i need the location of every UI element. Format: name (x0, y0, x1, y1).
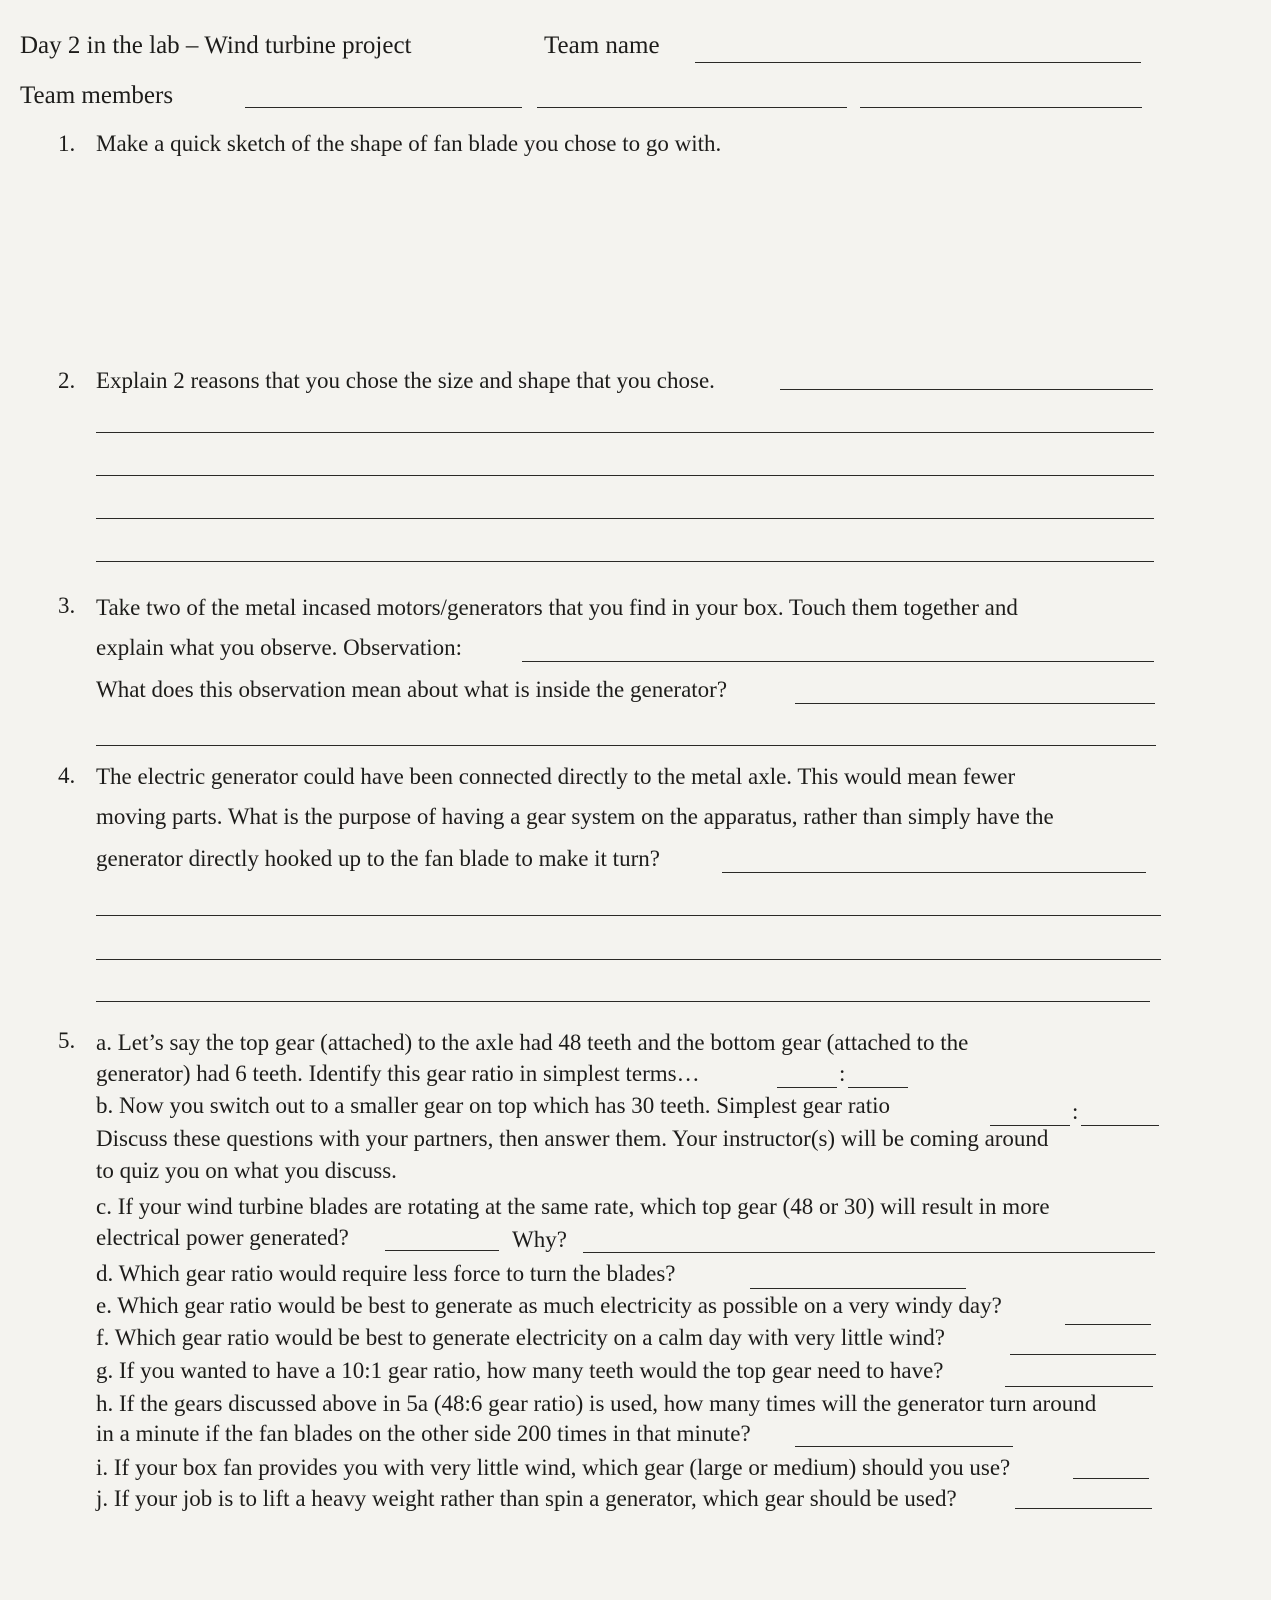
q2-answer-line-1[interactable] (780, 389, 1153, 390)
team-name-blank[interactable] (695, 62, 1141, 63)
q4-answer-line-3[interactable] (96, 959, 1161, 960)
q5c-line-1: c. If your wind turbine blades are rotating at the same rate, which top gear (48 or 30) will result in more (96, 1194, 1050, 1219)
q5g-answer-blank[interactable] (1005, 1386, 1153, 1387)
q5b-ratio-colon: : (1072, 1099, 1079, 1124)
q2-answer-line-5[interactable] (96, 561, 1154, 562)
q5e-answer-blank[interactable] (1065, 1324, 1151, 1325)
q5a-ratio-colon: : (839, 1061, 846, 1086)
worksheet-title: Day 2 in the lab – Wind turbine project (20, 32, 412, 59)
q5h-line-1: h. If the gears discussed above in 5a (48:6 gear ratio) is used, how many times will the generator turn around (96, 1391, 1097, 1416)
q2-answer-line-4[interactable] (96, 518, 1154, 519)
q4-answer-line-4[interactable] (96, 1001, 1150, 1002)
q3-answer-line-2[interactable] (96, 745, 1156, 746)
q5f-answer-blank[interactable] (1010, 1354, 1156, 1355)
q4-answer-line-2[interactable] (96, 915, 1161, 916)
observation-answer-line[interactable] (522, 661, 1154, 662)
question-4-line-1: The electric generator could have been connected directly to the metal axle. This would mean fewer (96, 764, 1016, 789)
q5c-answer-blank[interactable] (385, 1250, 499, 1251)
q5b-ratio-right-blank[interactable] (1081, 1125, 1159, 1126)
team-member-blank-3[interactable] (860, 107, 1142, 108)
question-1-text: Make a quick sketch of the shape of fan blade you chose to go with. (96, 131, 722, 156)
q2-answer-line-3[interactable] (96, 475, 1154, 476)
q5a-line-2: generator) had 6 teeth. Identify this gear ratio in simplest terms… (96, 1061, 700, 1086)
q5b-line: b. Now you switch out to a smaller gear on top which has 30 teeth. Simplest gear ratio (96, 1093, 890, 1118)
discuss-line-1: Discuss these questions with your partners, then answer them. Your instructor(s) will be coming around (96, 1126, 1049, 1151)
q5g-text: g. If you wanted to have a 10:1 gear ratio, how many teeth would the top gear need to have? (96, 1358, 944, 1383)
q5j-answer-blank[interactable] (1015, 1508, 1152, 1509)
q2-answer-line-2[interactable] (96, 432, 1154, 433)
q5d-answer-blank[interactable] (750, 1288, 966, 1289)
question-4-number: 4. (58, 763, 76, 788)
q5i-answer-blank[interactable] (1073, 1478, 1149, 1479)
question-2-number: 2. (58, 368, 76, 393)
team-name-label: Team name (544, 32, 660, 59)
question-5-number: 5. (58, 1028, 76, 1053)
question-2-text: Explain 2 reasons that you chose the size and shape that you chose. (96, 368, 715, 393)
q5j-text: j. If your job is to lift a heavy weight rather than spin a generator, which gear should be used? (96, 1486, 957, 1511)
team-member-blank-2[interactable] (537, 107, 847, 108)
team-members-label: Team members (20, 82, 174, 109)
sketch-area[interactable] (96, 165, 1146, 345)
q5c-why-blank[interactable] (583, 1252, 1155, 1253)
question-3-line-2: explain what you observe. Observation: (96, 635, 462, 660)
question-4-line-2: moving parts. What is the purpose of having a gear system on the apparatus, rather than simply have the (96, 804, 1054, 829)
q5f-text: f. Which gear ratio would be best to generate electricity on a calm day with very little wind? (96, 1325, 945, 1350)
question-3-line-1: Take two of the metal incased motors/generators that you find in your box. Touch them together and (96, 595, 1018, 620)
q4-answer-line-1[interactable] (722, 872, 1146, 873)
discuss-line-2: to quiz you on what you discuss. (96, 1158, 397, 1183)
question-3-number: 3. (58, 593, 76, 618)
question-3-line-3: What does this observation mean about what is inside the generator? (96, 677, 728, 702)
team-member-blank-1[interactable] (245, 107, 522, 108)
q5c-why-label: Why? (512, 1227, 567, 1252)
question-4-line-3: generator directly hooked up to the fan blade to make it turn? (96, 846, 660, 871)
q5i-text: i. If your box fan provides you with very little wind, which gear (large or medium) should you use? (96, 1455, 1011, 1480)
q5d-text: d. Which gear ratio would require less force to turn the blades? (96, 1261, 676, 1286)
question-1-number: 1. (58, 131, 76, 156)
q5h-line-2: in a minute if the fan blades on the other side 200 times in that minute? (96, 1421, 751, 1446)
q5a-ratio-left-blank[interactable] (777, 1087, 837, 1088)
q5a-line-1: a. Let’s say the top gear (attached) to the axle had 48 teeth and the bottom gear (attached to the (96, 1030, 969, 1055)
q5c-line-2: electrical power generated? (96, 1225, 349, 1250)
q3-answer-line-1[interactable] (795, 703, 1155, 704)
q5a-ratio-right-blank[interactable] (848, 1087, 908, 1088)
q5e-text: e. Which gear ratio would be best to generate as much electricity as possible on a very windy day? (96, 1293, 1002, 1318)
q5h-answer-blank[interactable] (795, 1446, 1013, 1447)
